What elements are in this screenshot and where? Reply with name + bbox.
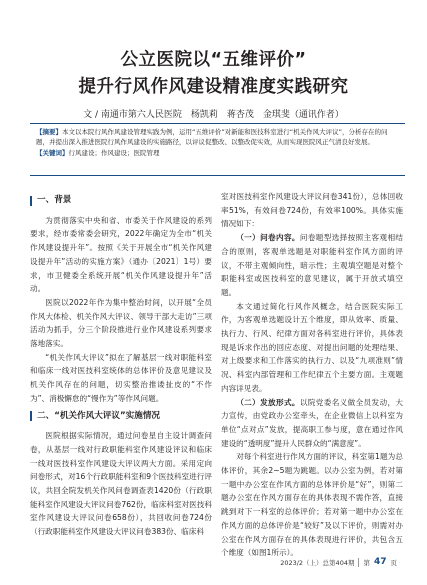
keywords-label: 【关键词】 [36, 149, 69, 158]
article-title-line2: 提升行风作风建设精准度实践研究 [78, 77, 349, 97]
abstract-box [30, 123, 405, 176]
author-line: 文 / 南通市第六人民医院 杨凯莉 蒋杏茂 金琪斐（通讯作者） [83, 110, 344, 120]
right-column [221, 190, 403, 560]
footer-divider [358, 558, 359, 567]
paragraph [221, 396, 403, 451]
paragraph: 为贯彻落实中央和省、市委关于作风建设的系列要求，经市委常委会研究，2022年确定为全市“机关作风建设提升年”。按照《关于开展全市“机关作风建设提升年”活动的实施方案》（通办〔2021〕1号）要求，市卫健委全系统开展“机关作风建设提升年”活动。 [30, 215, 212, 294]
keywords-text: 行风建设；作风建设；医院管理 [68, 149, 160, 158]
section-heading [30, 410, 212, 424]
page-number: 47 [373, 557, 387, 567]
abstract-text: 本文以本院行风作风建设管理实践为例，运用“五维评价”对新能和医技科室进行“机关作风大评议”，分析存在的问题，并提出深入推进医院行风作风建设的实施路径，以评议促整改、以整改促实效，从而实现医院风正气清良好发展。 [36, 128, 388, 146]
page-suffix: 页 [390, 558, 397, 567]
subsection-title: （一）问卷内容。 [236, 233, 300, 243]
left-column [30, 190, 212, 539]
keywords [36, 149, 399, 159]
section-title: 二、“机关作风大评议”实施情况 [37, 410, 161, 421]
abstract-body [36, 128, 399, 147]
subsection-text: 以院党委名义做全员发动，大力宣传，由党政办公室牵头，在企业微信上以科室为单位“点对点”发放，提高职工参与度，意在通过作风建设的“透明度”提升人民群众的“满意度”。 [221, 397, 403, 448]
subsection-title: （二）发放形式。 [236, 397, 300, 407]
paragraph: 对每个科室进行作风方面的评议，科室第1题为总体评价，其余2~5题为跳题。以办公室为例，若对第一题中办公室在作风方面的总体评价是“好”，则第二题办公室在作风方面存在的具体表现不需作答，直接跳到对下一科室的总体评价；若对第一题中办公室在作风方面的总体评价是“较好”及以下评价，则需对办公室在作风方面存在的具体表现进行评价，共包含五个维度（如图1所示）。 [221, 452, 403, 558]
paragraph: 室对医技科室作风建设大评议问卷341份），总体回收率51%，有效问卷724份，有效率100%。具体实施情况如下： [221, 192, 403, 229]
paragraph: 本文通过简化行风作风概念，结合医院实际工作，为客观单选题设计五个维度，即从效率、质量、执行力、行风、纪律方面对各科室进行评价，具体表现是诉求作出的回应态度、对提出问题的处理结果、对上级要求和工作落实的执行力、以及“九项准则”情况、科室内部管理和工作纪律五个主要方面。主观题内容详见表。 [221, 301, 403, 393]
section-title: 一、背景 [37, 195, 72, 205]
page-footer [280, 557, 397, 567]
page-prefix: 第 [363, 558, 370, 567]
abstract-label: 【摘要】 [36, 128, 62, 136]
paragraph [221, 231, 403, 300]
paragraph: “机关作风大评议”拟在了解基层一线对职能科室和临床一线对医技科室统体的总体评价及意见建议及机关作风存在的问题，切实整治推诿扯皮的“不作为”、消极懈怠的“慢作为”等作风问题。 [30, 352, 212, 403]
paragraph: 医院以2022年作为集中整治时间，以开展“全员作风大体检、机关作风大评议、领导干部大走访”三项活动为抓手，分三个阶段推进行业作风建设系列要求落地落实。 [30, 297, 212, 349]
section-marker-icon [30, 411, 32, 421]
issue-info: 2023/2（上）总第404期 [280, 558, 355, 567]
section-marker-icon [30, 196, 32, 206]
section-heading [30, 194, 212, 208]
paragraph: 医院根据实际情况，通过问卷星自主设计调查问卷，从基层一线对行政职能科室作风建设评议和临床一线对医技科室作风建设大评议两大方面。采用定向问卷形式，对16个行政职能科室和9个医技科室进行评议，共回全院发机关作风问卷调查表1420份（行政职能科室作风建设大评议问卷762份，临床科室对医技科室作风建设大评议问卷658份），共回收问卷724份（行政职能科室作风建设大评议问卷383份、临床科 [30, 431, 212, 537]
article-title-line1: 公立医院以“五维评价” [120, 50, 307, 70]
subsection-text: 问卷题型选择按照主客观相结合的原则，客观单选题是对职能科室作风方面的评议，不带主观倾向性，暗示性；主观填空题是对整个职能科室或医技科室的意见建议，属于开放式填空题。 [221, 233, 403, 297]
